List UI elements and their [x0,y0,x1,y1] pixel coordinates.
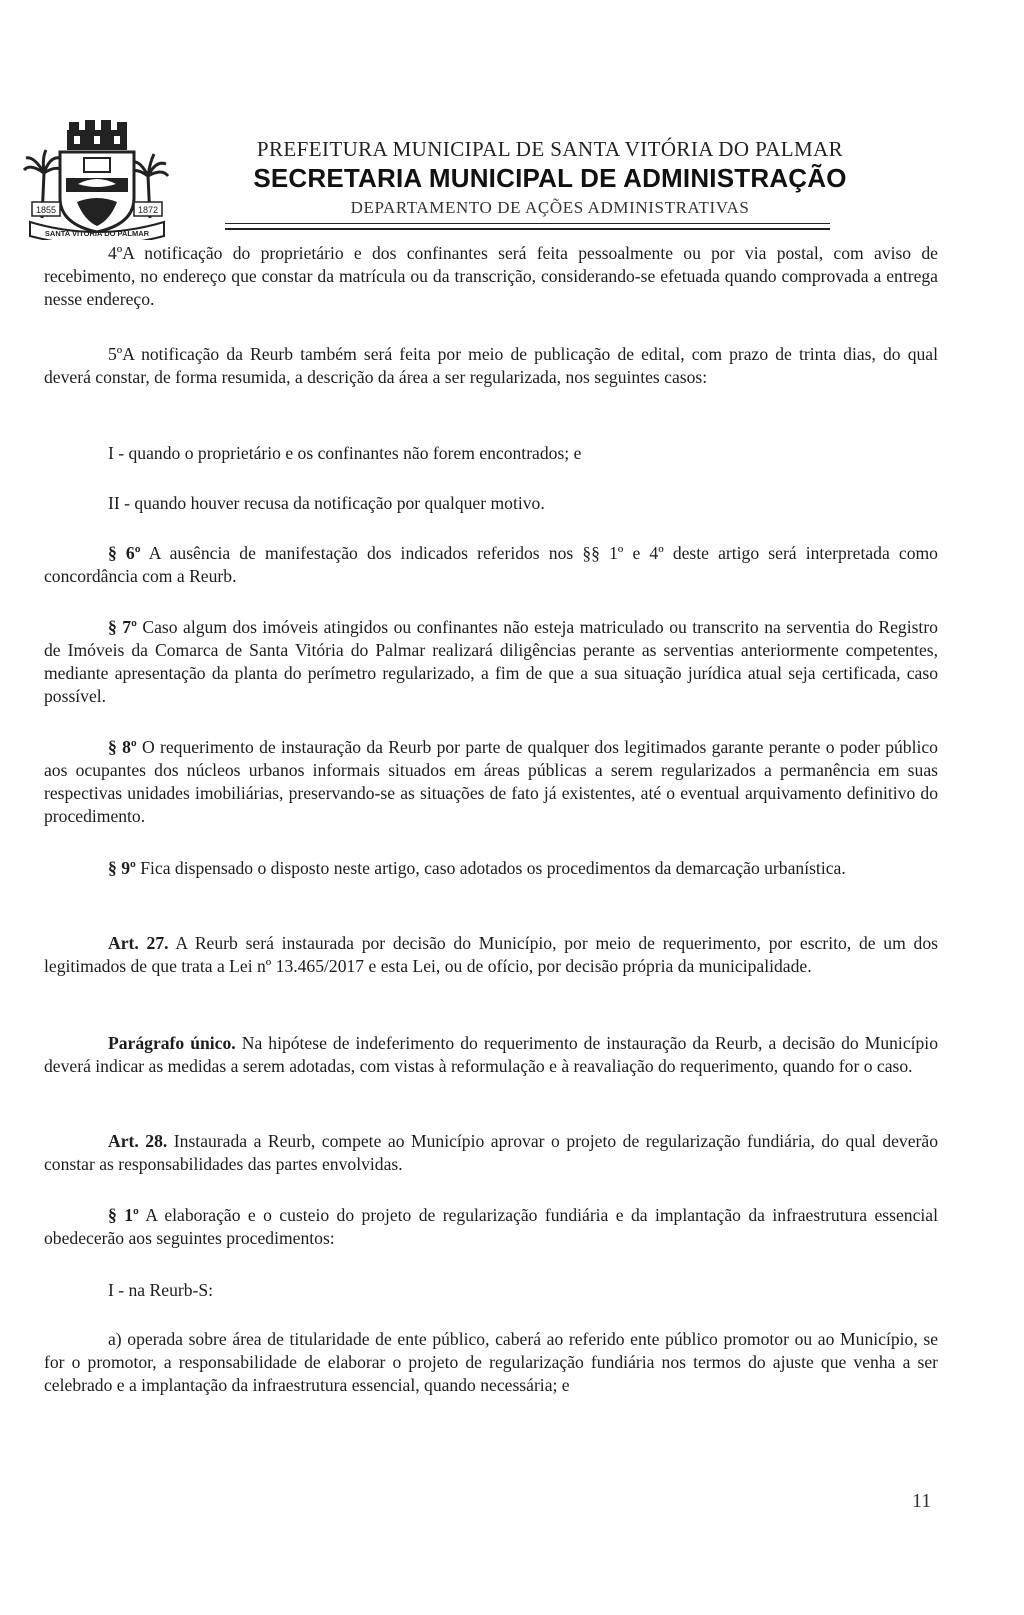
article-28-mark: Art. 28. [108,1131,168,1151]
article-28 [44,1130,938,1176]
alinea-a: a) operada sobre área de titularidade de ente público, caberá ao referido ente público promotor ou ao Município, se for o promotor, a responsabilidade de elaborar o projeto de regularização fundiária nos termos do ajuste que venha a ser celebrado e a implantação da infraestrutura essencial, quando necessária; e [44,1329,938,1395]
article-28-paragraph-1-text: A elaboração e o custeio do projeto de regularização fundiária e da implantação da infraestrutura essencial obedecerão aos seguintes procedimentos: [44,1205,938,1248]
paragraph-6-mark: § 6º [108,543,141,563]
inciso-i: I - quando o proprietário e os confinantes não forem encontrados; e [108,443,582,463]
paragraph-6 [44,542,938,588]
article-27-mark: Art. 27. [108,933,169,953]
article-27-text: A Reurb será instaurada por decisão do Município, por meio de requerimento, por escrito, de um dos legitimados de que trata a Lei nº 13.465/2017 e esta Lei, ou de ofício, por decisão própria da municipalidade. [44,933,938,976]
paragraph-9 [44,857,938,880]
paragraph-4: 4ºA notificação do proprietário e dos confinantes será feita pessoalmente ou por via postal, com aviso de recebimento, no endereço que constar da matrícula ou da transcrição, considerando-se efetuada quando comprovada a entrega nesse endereço. [44,243,938,309]
crest-year-left: 1855 [35,205,57,215]
header-rule-thin [225,223,830,224]
inciso-ii: II - quando houver recusa da notificação por qualquer motivo. [108,493,545,513]
header-secretaria: SECRETARIA MUNICIPAL DE ADMINISTRAÇÃO [253,163,847,193]
paragraph-9-mark: § 9º [108,858,136,878]
paragraph-8 [44,736,938,828]
crest-year-right: 1872 [137,205,159,215]
header-rule-thick [225,228,830,230]
paragrafo-unico-text: Na hipótese de indeferimento do requerimento de instauração da Reurb, a decisão do Município deverá indicar as medidas a serem adotadas, com vistas à reformulação e à reavaliação do requerimento, quando for o caso. [44,1033,938,1076]
header-prefeitura: PREFEITURA MUNICIPAL DE SANTA VITÓRIA DO PALMAR [256,137,844,161]
article-27 [44,932,938,978]
municipal-crest-icon [22,118,172,240]
paragraph-7 [44,616,938,708]
paragraph-8-mark: § 8º [108,737,137,757]
article-28-text: Instaurada a Reurb, compete ao Município aprovar o projeto de regularização fundiária, do qual deverão constar as responsabilidades das partes envolvidas. [44,1131,938,1174]
paragraph-7-mark: § 7º [108,617,137,637]
article-27-paragrafo-unico [44,1032,938,1078]
header-departamento: DEPARTAMENTO DE AÇÕES ADMINISTRATIVAS [350,198,750,217]
paragrafo-unico-mark: Parágrafo único. [108,1033,236,1053]
inciso-reurb-s: I - na Reurb-S: [108,1280,214,1300]
paragraph-8-text: O requerimento de instauração da Reurb por parte de qualquer dos legitimados garante perante o poder público aos ocupantes dos núcleos urbanos informais situados em áreas públicas a serem regularizados a permanência em suas respectivas unidades imobiliárias, preservando-se as situações de fato já existentes, até o eventual arquivamento definitivo do procedimento. [44,737,938,826]
article-28-paragraph-1 [44,1204,938,1250]
paragraph-9-text: Fica dispensado o disposto neste artigo, caso adotados os procedimentos da demarcação urbanística. [140,858,846,878]
page-number: 11 [912,1490,932,1512]
paragraph-7-text: Caso algum dos imóveis atingidos ou confinantes não esteja matriculado ou transcrito na serventia do Registro de Imóveis da Comarca de Santa Vitória do Palmar realizará diligências perante as serventias anteriormente competentes, mediante apresentação da planta do perímetro regularizado, a fim de que a sua situação jurídica atual seja certificada, caso possível. [44,617,938,706]
paragraph-6-text: A ausência de manifestação dos indicados referidos nos §§ 1º e 4º deste artigo será interpretada como concordância com a Reurb. [44,543,938,586]
crest-banner-text: SANTA VITÓRIA DO PALMAR [44,229,150,238]
article-28-paragraph-1-mark: § 1º [108,1205,139,1225]
paragraph-5: 5ºA notificação da Reurb também será feita por meio de publicação de edital, com prazo de trinta dias, do qual deverá constar, de forma resumida, a descrição da área a ser regularizada, nos seguintes casos: [44,344,938,387]
